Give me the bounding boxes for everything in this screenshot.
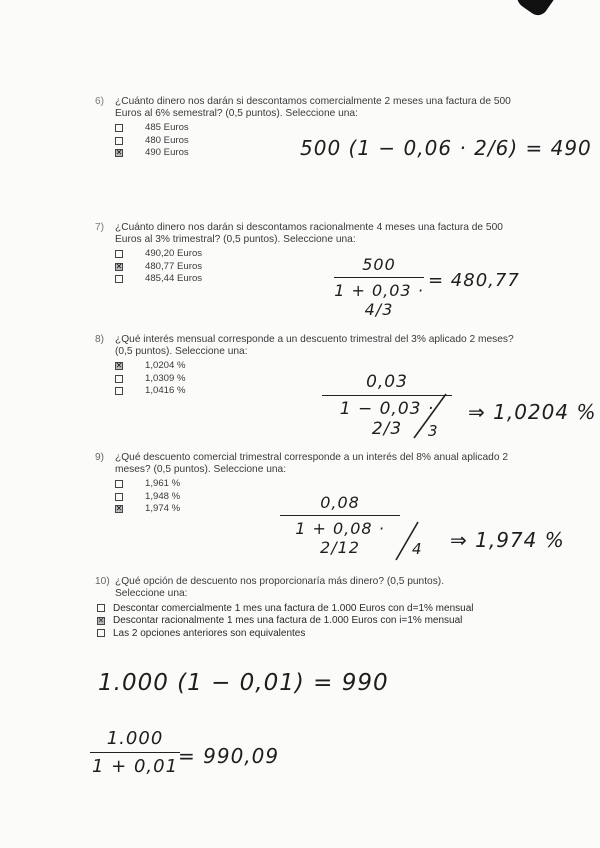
option[interactable] — [115, 248, 525, 261]
fraction-numerator: 0,03 — [366, 372, 408, 392]
handwritten-fraction-q10 — [90, 728, 180, 777]
option-label: 490,20 Euros — [145, 248, 203, 260]
handwritten-fraction-q9 — [280, 493, 400, 557]
option-label: 1,974 % — [145, 503, 181, 515]
checkbox[interactable] — [115, 137, 123, 145]
option-label: Descontar comercialmente 1 mes una factura de 1.000 Euros con d=1% mensual — [113, 602, 474, 614]
handwritten-result-q9: ⇒ 1,974 % — [450, 528, 565, 552]
question-number: 10) — [95, 576, 110, 587]
option-label: 485 Euros — [145, 122, 189, 134]
option-label: Descontar racionalmente 1 mes una factura de 1.000 Euros con i=1% mensual — [113, 615, 463, 627]
option-label: 490 Euros — [145, 147, 189, 159]
question-text: ¿Qué opción de descuento nos proporcionaría más dinero? (0,5 puntos). Seleccione una: — [115, 576, 445, 599]
handwritten-calc-q10-comercial: 1.000 (1 − 0,01) = 990 — [98, 670, 389, 696]
checkbox[interactable] — [115, 387, 123, 395]
fraction-denominator: 1 + 0,03 · 4/3 — [334, 281, 424, 320]
handwritten-slash-q8 — [410, 392, 450, 442]
checkbox-checked[interactable]: ✕ — [115, 261, 123, 271]
question-number: 6) — [95, 96, 105, 107]
option-label: 1,0309 % — [145, 372, 186, 384]
question-text: ¿Qué interés mensual corresponde a un descuento trimestral del 3% aplicado 2 meses? (0,5 puntos). Seleccione una: — [115, 334, 514, 357]
question-number: 9) — [95, 452, 105, 463]
handwritten-divisor-q9: 4 — [412, 540, 423, 558]
checkbox[interactable] — [115, 493, 123, 501]
checkbox-checked[interactable]: ✕ — [97, 616, 105, 626]
option-label: 1,0416 % — [145, 385, 186, 397]
checkbox-checked[interactable]: ✕ — [115, 361, 123, 371]
question-text: ¿Qué descuento comercial trimestral corresponde a un interés del 8% anual aplicado 2 meses? (0,5 puntos). Seleccione una: — [115, 452, 508, 475]
checkbox[interactable] — [97, 604, 105, 612]
checkbox[interactable] — [115, 250, 123, 258]
corner-mark — [512, 0, 557, 19]
checkbox[interactable] — [115, 375, 123, 383]
option-label: 1,948 % — [145, 490, 181, 502]
option-label: Las 2 opciones anteriores son equivalentes — [113, 627, 306, 639]
checkbox[interactable] — [115, 275, 123, 283]
option-label: 1,961 % — [145, 478, 181, 490]
fraction-denominator: 1 + 0,01 — [91, 756, 179, 778]
fraction-bar — [280, 515, 400, 516]
handwritten-result-q7: = 480,77 — [428, 270, 520, 291]
question-10 — [95, 576, 495, 600]
fraction-denominator: 1 + 0,08 · 2/12 — [295, 519, 385, 558]
option[interactable] — [97, 602, 473, 615]
handwritten-result-q8: ⇒ 1,0204 % — [468, 400, 597, 424]
option-label: 480 Euros — [145, 134, 189, 146]
checkbox-checked[interactable]: ✕ — [115, 504, 123, 514]
checkbox[interactable] — [97, 629, 105, 637]
handwritten-divisor-q8: 3 — [428, 422, 439, 440]
option[interactable] — [97, 627, 473, 640]
option[interactable] — [115, 373, 525, 386]
fraction-numerator: 0,08 — [320, 493, 360, 512]
fraction-numerator: 500 — [362, 255, 396, 274]
question-text: ¿Cuánto dinero nos darán si descontamos racionalmente 4 meses una factura de 500 Euros al 3% trimestral? (0,5 puntos). Seleccione una: — [115, 222, 503, 245]
option[interactable] — [97, 615, 473, 628]
question-number: 7) — [95, 222, 105, 233]
option[interactable] — [115, 122, 525, 135]
question-number: 8) — [95, 334, 105, 345]
options-list — [115, 360, 525, 398]
question-8 — [95, 334, 525, 398]
checkbox[interactable] — [115, 124, 123, 132]
option[interactable] — [115, 385, 525, 398]
option[interactable] — [115, 478, 525, 491]
checkbox[interactable] — [115, 480, 123, 488]
options-list — [97, 602, 473, 640]
fraction-bar — [90, 752, 180, 753]
handwritten-calc-q6: 500 (1 − 0,06 · 2/6) = 490 — [300, 136, 592, 160]
fraction-bar — [334, 277, 424, 278]
option-label: 485,44 Euros — [145, 273, 203, 285]
option-label: 480,77 Euros — [145, 260, 203, 272]
fraction-numerator: 1.000 — [106, 728, 164, 749]
handwritten-result-q10: = 990,09 — [178, 744, 280, 768]
question-text: ¿Cuánto dinero nos darán si descontamos comercialmente 2 meses una factura de 500 Euros al 6% semestral? (0,5 puntos). Seleccione una: — [115, 96, 511, 119]
option-label: 1,0204 % — [145, 360, 186, 372]
option[interactable] — [115, 360, 525, 373]
handwritten-fraction-q7 — [334, 255, 424, 319]
checkbox-checked[interactable]: ✕ — [115, 148, 123, 158]
fraction-denominator: 1 − 0,03 · 2/3 — [339, 399, 435, 440]
